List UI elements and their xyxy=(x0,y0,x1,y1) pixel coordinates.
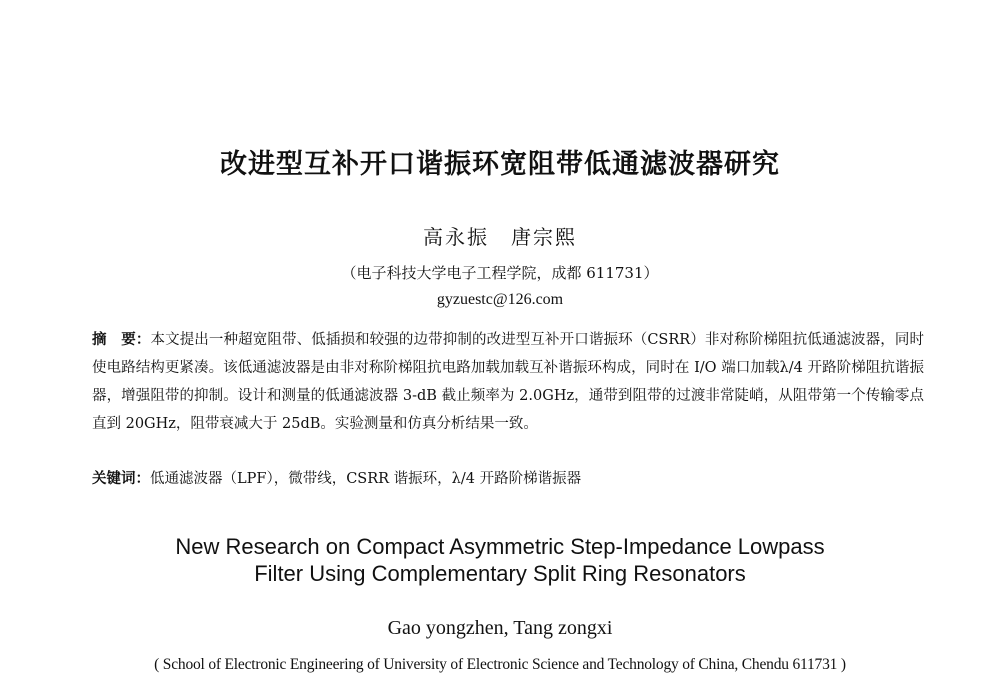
english-title-line-1: New Research on Compact Asymmetric Step-Impedance Lowpass xyxy=(175,534,825,559)
author-2: 唐宗熙 xyxy=(511,225,577,249)
english-authors: Gao yongzhen, Tang zongxi xyxy=(387,617,613,639)
chinese-authors xyxy=(0,221,1000,250)
abstract-label: 摘 要： xyxy=(92,332,151,348)
keywords-text: 低通滤波器（LPF），微带线，CSRR 谐振环，λ/4 开路阶梯谐振器 xyxy=(150,471,582,487)
english-title xyxy=(0,533,1000,587)
chinese-abstract xyxy=(92,326,924,438)
chinese-affiliation: （电子科技大学电子工程学院，成都 611731） xyxy=(341,264,659,282)
keywords-label: 关键词： xyxy=(92,471,150,487)
author-1: 高永振 xyxy=(423,225,489,249)
abstract-text: 本文提出一种超宽阻带、低插损和较强的边带抑制的改进型互补开口谐振环（CSRR）非对称阶梯阻抗低通滤波器，同时使电路结构更紧凑。该低通滤波器是由非对称阶梯阻抗电路加载加载互补谐振环构成，同时在 I/O 端口加载λ/4 开路阶梯阻抗谐振器，增强阻带的抑制。设计和测量的低通滤波器 3-dB 截止频率为 2.0GHz，通带到阻带的过渡非常陡峭，从阻带第一个传输零点直到 20GHz，阻带衰减大于 25dB。实验测量和仿真分析结果一致。 xyxy=(92,332,925,432)
author-email: gyzuestc@126.com xyxy=(436,291,564,308)
english-title-line-2: Filter Using Complementary Split Ring Resonators xyxy=(254,561,746,586)
chinese-title: 改进型互补开口谐振环宽阻带低通滤波器研究 xyxy=(220,149,780,180)
chinese-keywords xyxy=(92,465,924,493)
english-affiliation: ( School of Electronic Engineering of University of Electronic Science and Technology of China, Chendu 611731 ) xyxy=(154,656,846,673)
